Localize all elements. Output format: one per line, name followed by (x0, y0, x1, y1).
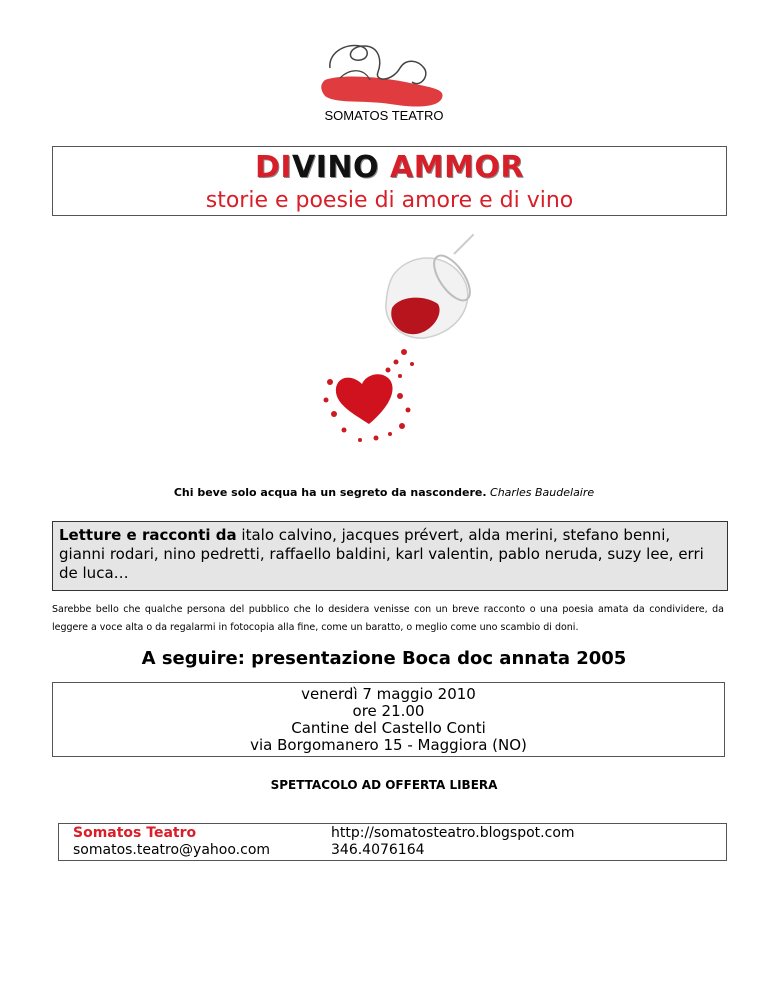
event-box (52, 682, 725, 757)
title-part-ammor: AMMOR (390, 150, 525, 185)
quote (0, 486, 768, 499)
follow-heading: A seguire: presentazione Boca doc annata 2005 (141, 648, 627, 669)
contact-email[interactable]: somatos.teatro@yahoo.com (73, 842, 271, 858)
contact-phone: 346.4076164 (331, 842, 425, 858)
event-date: venerdì 7 maggio 2010 (301, 685, 476, 703)
event-address: via Borgomanero 15 - Maggiora (NO) (250, 736, 527, 754)
page-title (53, 150, 726, 185)
readings-authors: italo calvino, jacques prévert, alda merini, stefano benni, gianni rodari, nino pedretti, raffaello baldini, karl valentin, pablo neruda, suzy lee, erri de luca… (59, 526, 704, 582)
wine-heart-image (304, 234, 474, 468)
quote-author: Charles Baudelaire (490, 486, 595, 499)
logo-red-shape (321, 77, 442, 107)
title-box (52, 146, 727, 216)
subtitle: storie e poesie di amore e di vino (205, 188, 574, 213)
logo-text: SOMATOS TEATRO (324, 108, 444, 123)
quote-text: Chi beve solo acqua ha un segreto da nascondere. (173, 486, 487, 499)
readings-label: Letture e racconti da (59, 526, 237, 544)
title-part-di: DI (254, 150, 293, 185)
event-time: ore 21.00 (352, 702, 425, 720)
contact-box (58, 823, 727, 861)
offer-text: SPETTACOLO AD OFFERTA LIBERA (270, 778, 498, 792)
audience-note: Sarebbe bello che qualche persona del pubblico che lo desidera venisse con un breve racconto o una poesia amata da condividere, da leggere a voce alta o da regalarmi in fotocopia alla fine, come un baratto, o meglio come uno scambio di doni. (52, 604, 724, 633)
event-venue: Cantine del Castello Conti (291, 719, 486, 737)
contact-url[interactable]: http://somatosteatro.blogspot.com (331, 825, 575, 841)
readings-box (52, 521, 728, 591)
title-part-vino: VINO (292, 150, 380, 185)
contact-org: Somatos Teatro (73, 825, 197, 841)
